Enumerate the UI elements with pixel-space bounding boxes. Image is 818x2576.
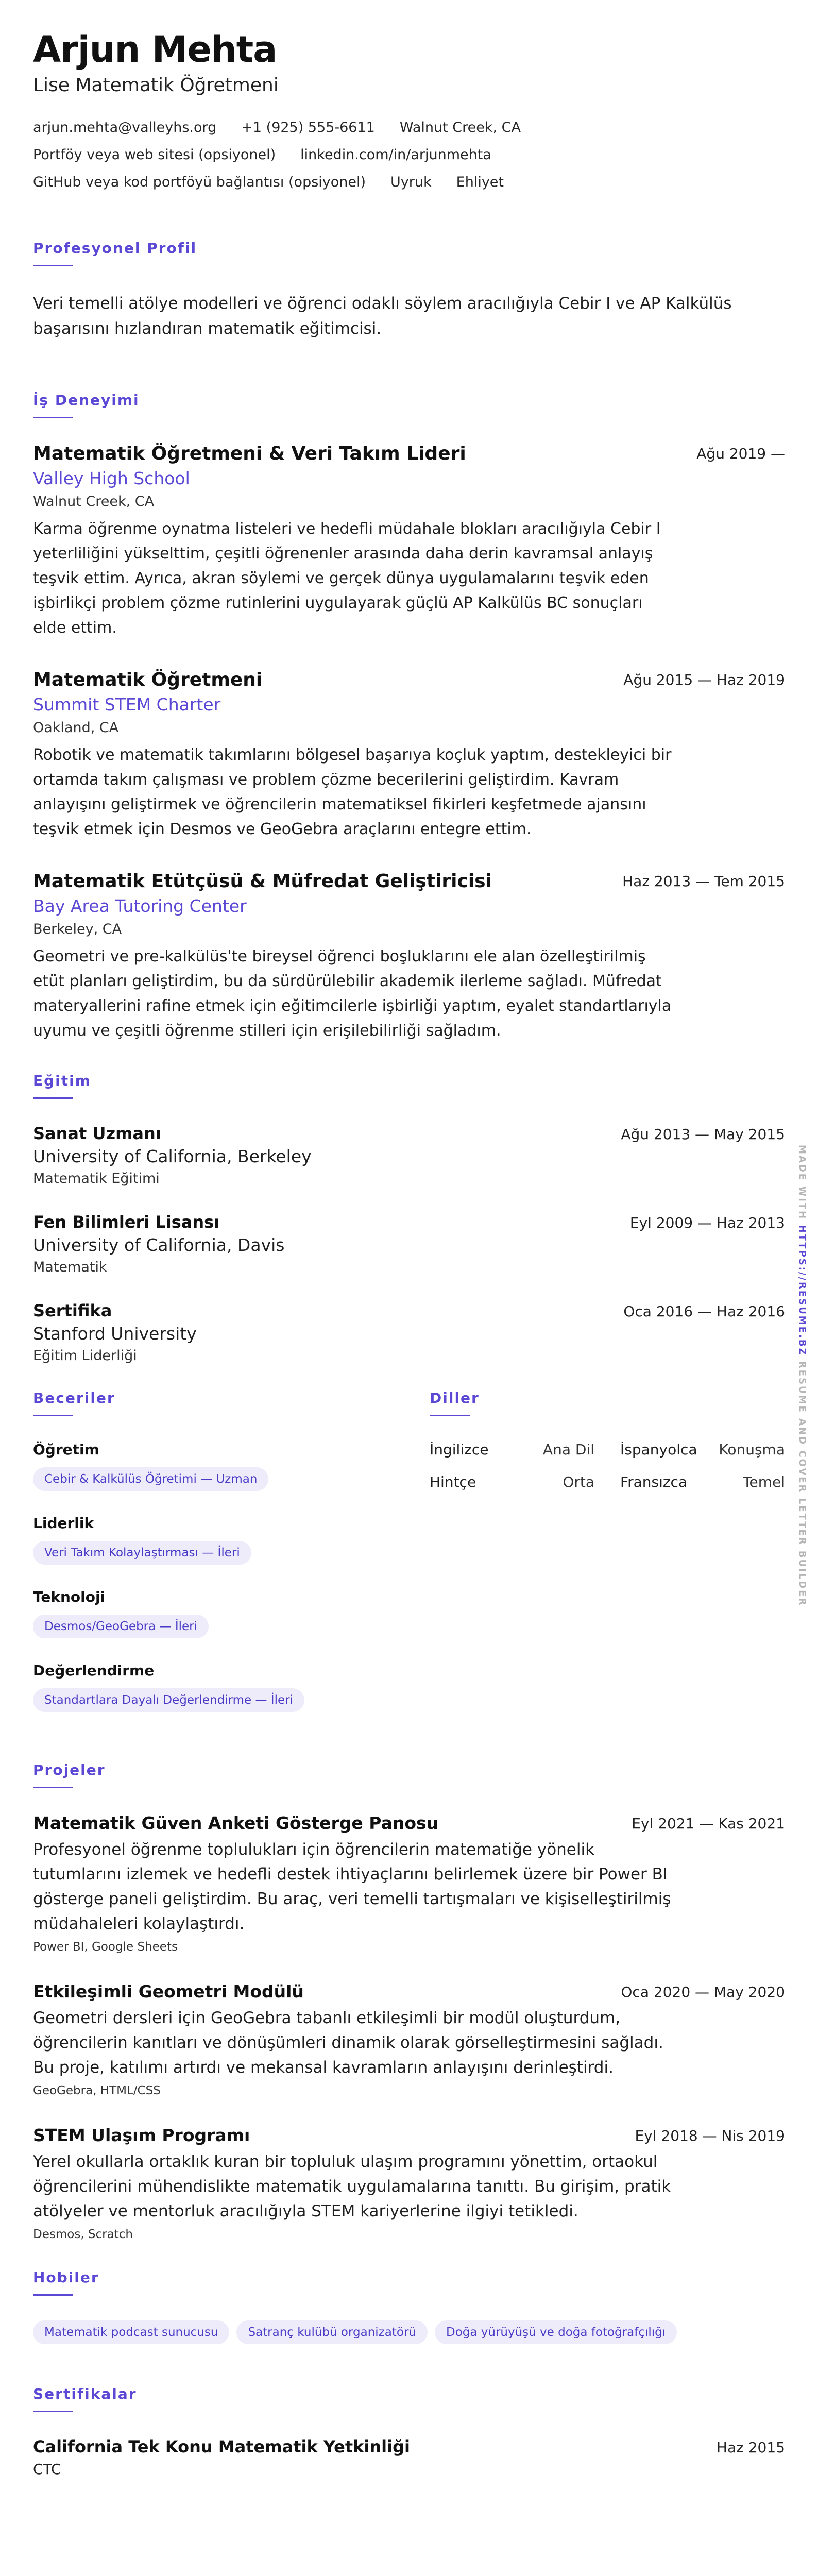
language-item [620,1441,785,1458]
section-heading-profile: Profesyonel Profil [33,239,197,257]
skill-chip: Desmos/GeoGebra — İleri [33,1615,209,1638]
skill-category: Liderlik [33,1514,94,1532]
builder-credit [797,1145,808,1606]
education-dates: Ağu 2013 — May 2015 [621,1125,785,1143]
skill-category: Teknoloji [33,1588,106,1605]
language-item [430,1441,594,1458]
education-dates: Eyl 2009 — Haz 2013 [629,1214,785,1231]
skill-group [33,1662,430,1712]
education-entry [33,1212,785,1275]
contact-license: Ehliyet [456,174,504,190]
skills-section [33,1389,430,1736]
education-entry [33,1301,785,1364]
profile-summary: Veri temelli atölye modelleri ve öğrenci odaklı söylem aracılığıyla Cebir I ve AP Kalkülüs başarısını hızlandıran matematik eğitimcisi. [33,294,732,338]
language-level: Orta [563,1473,594,1490]
section-divider [33,2294,73,2296]
language-item [430,1473,594,1490]
language-row [430,1473,785,1490]
hobbies-section [33,2269,785,2344]
field-of-study: Eğitim Liderliği [33,1347,137,1364]
skill-group [33,1588,430,1638]
language-name: Hintçe [430,1473,476,1490]
project-title: Etkileşimli Geometri Modülü [33,1981,304,2002]
language-item [620,1473,785,1490]
section-divider [430,1415,470,1416]
skill-group [33,1515,430,1565]
project-dates: Oca 2020 — May 2020 [621,1983,785,2001]
language-row [430,1441,785,1458]
school-name: University of California, Davis [33,1234,285,1255]
degree-name: Fen Bilimleri Lisansı [33,1212,220,1232]
education-entry [33,1124,785,1187]
certificate-date: Haz 2015 [716,2439,785,2456]
employer-name: Bay Area Tutoring Center [33,895,247,916]
contact-email[interactable]: arjun.mehta@valleyhs.org [33,119,217,135]
project-entry [33,2125,785,2241]
candidate-name: Arjun Mehta [33,28,277,71]
projects-section [33,1761,785,2241]
certificates-section [33,2385,785,2478]
experience-section [33,392,785,1043]
contact-nationality: Uyruk [390,174,432,190]
education-section [33,1072,785,1364]
certificate-issuer: CTC [33,2461,61,2478]
job-location: Berkeley, CA [33,921,122,937]
school-name: Stanford University [33,1323,197,1344]
school-name: University of California, Berkeley [33,1146,312,1166]
section-heading-languages: Diller [430,1389,480,1406]
job-location: Walnut Creek, CA [33,493,155,510]
section-divider [33,417,73,418]
degree-name: Sertifika [33,1300,112,1320]
project-description: Yerel okullarla ortaklık kuran bir topluluk ulaşım programını yönettim, ortaokul öğrencilerini mühendislikte matematik uygulamalarına tanıttı. Bu girişim, pratik atölyeler ve mentorluk aracılığıyla STEM kariyerlerine ilgiyi tetikledi. [33,2153,671,2221]
section-heading-projects: Projeler [33,1761,106,1778]
language-name: İspanyolca [620,1440,697,1458]
skill-category: Değerlendirme [33,1662,155,1679]
hobby-chip: Doğa yürüyüşü ve doğa fotoğrafçılığı [435,2320,677,2344]
employer-name: Valley High School [33,468,190,488]
hobby-chip: Matematik podcast sunucusu [33,2320,229,2344]
field-of-study: Matematik Eğitimi [33,1170,160,1187]
project-title: Matematik Güven Anketi Gösterge Panosu [33,1812,439,1833]
contact-phone[interactable]: +1 (925) 555-6611 [241,119,375,135]
project-entry [33,1981,785,2097]
contact-linkedin[interactable]: linkedin.com/in/arjunmehta [300,146,491,163]
project-technologies: Desmos, Scratch [33,2228,133,2242]
skill-category: Öğretim [33,1440,99,1458]
language-name: Fransızca [620,1473,688,1490]
credit-prefix: MADE WITH [797,1145,808,1221]
experience-entry [33,443,785,640]
skill-chip: Veri Takım Kolaylaştırması — İleri [33,1541,251,1565]
credit-link[interactable]: HTTPS://RESUME.BZ [797,1225,808,1357]
job-dates: Ağu 2015 — Haz 2019 [623,671,785,688]
project-dates: Eyl 2021 — Kas 2021 [632,1815,785,1832]
contact-github[interactable]: GitHub veya kod portföyü bağlantısı (opsiyonel) [33,174,366,190]
project-dates: Eyl 2018 — Nis 2019 [635,2127,785,2145]
skill-chip: Standartlara Dayalı Değerlendirme — İleri [33,1688,304,1712]
job-title: Lise Matematik Öğretmeni [33,74,279,96]
section-heading-hobbies: Hobiler [33,2269,99,2286]
contact-portfolio[interactable]: Portföy veya web sitesi (opsiyonel) [33,146,276,163]
section-divider [33,1097,73,1099]
job-position: Matematik Etütçüsü & Müfredat Geliştiricisi [33,870,492,892]
section-divider [33,1415,73,1416]
job-location: Oakland, CA [33,719,119,736]
project-description: Profesyonel öğrenme toplulukları için öğrencilerin matematiğe yönelik tutumlarını izlemek ve hedefli destek ihtiyaçlarını belirlemek üzere bir Power BI gösterge paneli geliştirdim. Bu araç, veri temelli tartışmaları ve kişiselleştirilmiş müdahaleleri kolaylaştırdı. [33,1840,671,1933]
job-description: Karma öğrenme oynatma listeleri ve hedefli müdahale blokları aracılığıyla Cebir I yeterliliğini yükselttim, çeşitli öğrenenler arasında daha derin kavramsal anlayış teşvik ettim. Ayrıca, akran söylemi ve gerçek dünya uygulamalarını teşvik eden işbirlikçi problem çözme rutinlerini uygulayarak güçlü AP Kalkülüs BC sonuçları elde ettim. [33,519,661,637]
degree-name: Sanat Uzmanı [33,1123,161,1143]
language-level: Temel [743,1473,785,1490]
contact-location: Walnut Creek, CA [399,119,521,135]
hobby-chip: Satranç kulübü organizatörü [236,2320,428,2344]
section-divider [33,265,73,266]
certificate-title: California Tek Konu Matematik Yetkinliği [33,2437,410,2457]
section-divider [33,2411,73,2412]
skills-languages-row [33,1389,785,1736]
job-position: Matematik Öğretmeni & Veri Takım Lideri [33,443,466,464]
section-heading-certificates: Sertifikalar [33,2385,137,2403]
section-heading-experience: İş Deneyimi [33,391,140,409]
credit-suffix: RESUME AND COVER LETTER BUILDER [797,1361,808,1607]
job-dates: Ağu 2019 — [696,445,785,462]
field-of-study: Matematik [33,1259,107,1275]
job-description: Robotik ve matematik takımlarını bölgesel başarıya koçluk yaptım, destekleyici bir ortamda takım çalışması ve problem çözme becerilerini geliştirdim. Kavram anlayışını geliştirmek ve öğrencilerin matematiksel fikirleri keşfetmede ajansını teşvik etmek için Desmos ve GeoGebra araçlarını entegre ettim. [33,745,672,838]
project-title: STEM Ulaşım Programı [33,2125,250,2146]
project-technologies: GeoGebra, HTML/CSS [33,2084,161,2098]
education-dates: Oca 2016 — Haz 2016 [623,1302,785,1320]
job-position: Matematik Öğretmeni [33,669,263,690]
project-technologies: Power BI, Google Sheets [33,1940,178,1954]
project-entry [33,1813,785,1954]
language-name: İngilizce [430,1440,489,1458]
project-description: Geometri dersleri için GeoGebra tabanlı etkileşimli bir modül oluşturdum, öğrencilerin kanıtları ve dönüşümleri dinamik olarak görselleştirmesini sağladı. Bu proje, katılımı artırdı ve mekansal kavramların anlayışını derinleştirdi. [33,2008,663,2077]
resume-page [33,29,785,2478]
profile-section [33,240,785,342]
certificate-entry [33,2437,785,2478]
contact-info [33,120,785,190]
hobby-list [33,2320,785,2344]
job-description: Geometri ve pre-kalkülüs'te bireysel öğrenci boşluklarını ele alan özelleştirilmiş etüt planları geliştirdim, bu da sürdürülebilir akademik ilerleme sağladı. Müfredat materyallerini rafine etmek için eğitimcilerle işbirliği yaptım, eyalet standartlarıyla uyumu ve çeşitli öğrenme stilleri için erişilebilirliği sağladım. [33,947,672,1040]
skill-chip: Cebir & Kalkülüs Öğretimi — Uzman [33,1467,268,1491]
language-level: Ana Dil [542,1440,594,1458]
section-heading-skills: Beceriler [33,1389,115,1406]
languages-section [430,1389,785,1736]
language-level: Konuşma [719,1440,785,1458]
skill-group [33,1441,430,1491]
section-heading-education: Eğitim [33,1072,91,1089]
section-divider [33,1787,73,1788]
job-dates: Haz 2013 — Tem 2015 [622,872,785,890]
experience-entry [33,669,785,842]
experience-entry [33,871,785,1043]
employer-name: Summit STEM Charter [33,694,221,715]
